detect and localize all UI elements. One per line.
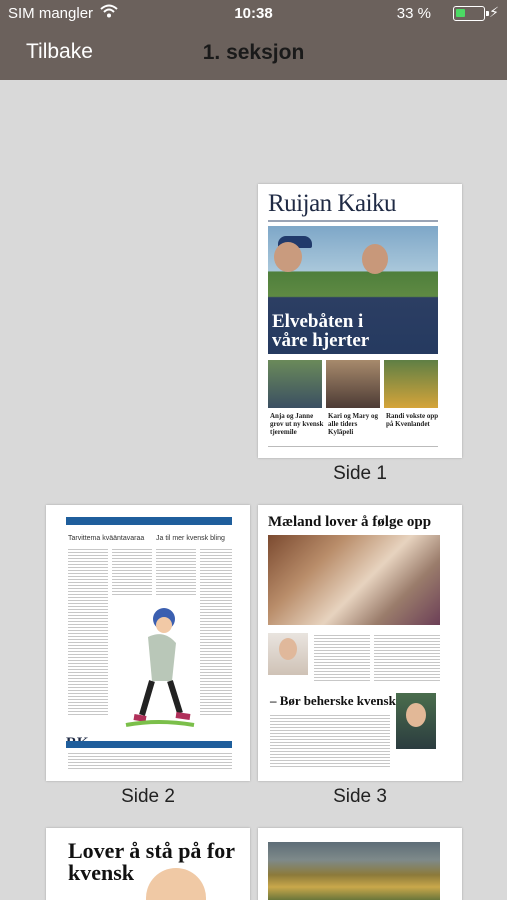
portrait-photo (396, 693, 436, 749)
teaser-photo (268, 360, 322, 408)
text-column (200, 547, 232, 717)
teaser-caption: Kari og Mary og alle tiders Kylãpeli (328, 412, 378, 436)
page-thumbnail-side-2[interactable] (46, 505, 250, 781)
text-column (374, 633, 440, 683)
bolt-icon: ⚡︎ (489, 4, 499, 20)
footer-text (68, 751, 232, 769)
page-thumbnail-side-4[interactable] (46, 828, 250, 900)
page-headline: Lover å stå på for kvensk (68, 838, 235, 885)
text-column (270, 713, 390, 769)
page-thumbnail-side-3[interactable] (258, 505, 462, 781)
teaser-caption: Anja og Janne grov ut ny kvensk tjeremile (270, 412, 324, 436)
nav-bar (0, 30, 507, 76)
navigation-header (0, 0, 507, 80)
carrier-label: SIM mangler (8, 5, 94, 22)
article-photo (268, 842, 440, 900)
cover-photo-person (274, 242, 302, 272)
cover-headline: Elvebåten i våre hjerter (272, 311, 370, 351)
text-column (156, 547, 196, 597)
footer-rule (268, 446, 438, 447)
teaser-photo (326, 360, 380, 408)
page-caption-side-3: Side 3 (333, 786, 387, 807)
text-column (314, 633, 370, 683)
article-heading-left: Tarvittema kvääntavaraa (68, 535, 145, 542)
masthead-rule (268, 220, 438, 222)
page-thumbnail-side-1[interactable] (258, 184, 462, 458)
page-thumbnail-side-5[interactable] (258, 828, 462, 900)
portrait-photo (268, 633, 308, 675)
battery-percent: 33 % (396, 5, 431, 22)
teaser-photo (384, 360, 438, 408)
page-headline: Mæland lover å følge opp (268, 514, 432, 530)
page-title: 1. seksjon (202, 41, 305, 64)
text-column (68, 547, 108, 717)
clock: 10:38 (234, 5, 273, 22)
battery-icon (453, 6, 485, 21)
header-band (66, 517, 232, 525)
status-bar (0, 0, 507, 28)
illustration-figure (118, 603, 202, 729)
masthead-logo: Ruijan Kaiku (268, 190, 397, 217)
teaser-caption: Randi vokste opp på Kvenlandet (386, 412, 439, 428)
article-photo (268, 535, 440, 625)
footer-band (66, 741, 232, 748)
page-caption-side-2: Side 2 (121, 786, 175, 807)
article-heading-right: Ja til mer kvensk bling (156, 535, 225, 542)
text-column (112, 547, 152, 597)
page-caption-side-1: Side 1 (333, 463, 387, 484)
cover-photo-person (362, 244, 388, 274)
sub-headline: – Bør beherske kvensk (270, 693, 396, 708)
back-button[interactable]: Tilbake (26, 40, 93, 63)
